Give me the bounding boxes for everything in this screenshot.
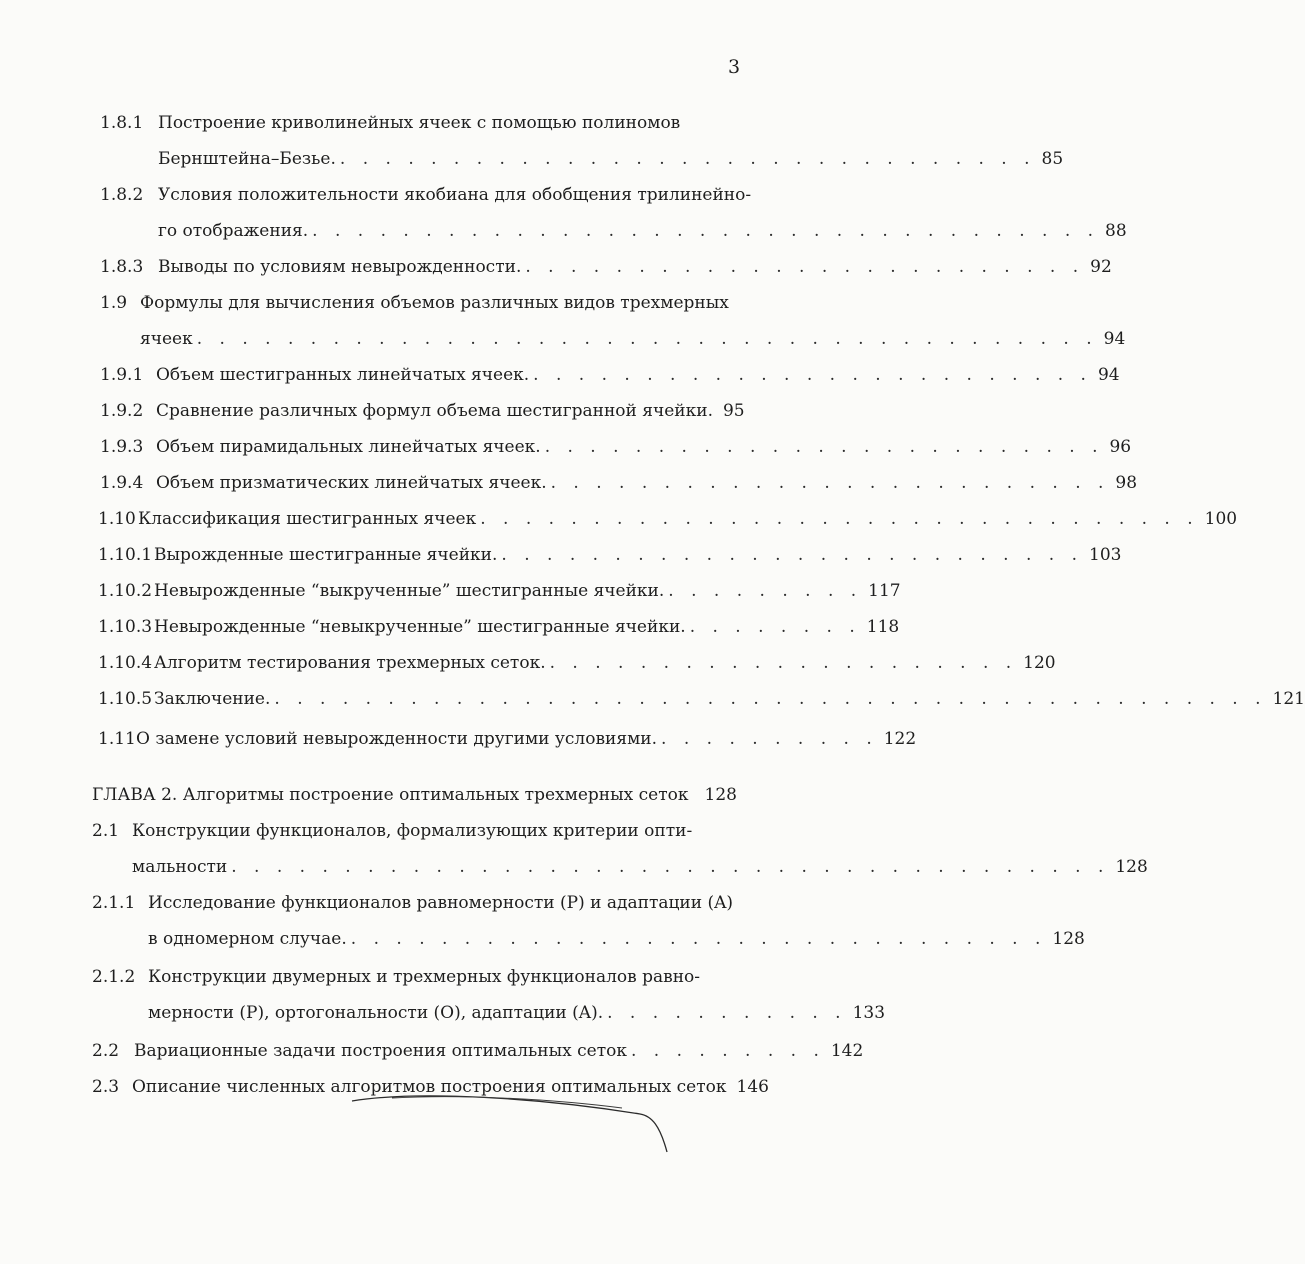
toc-number: 1.10.5: [98, 689, 153, 709]
toc-number: 1.9.4: [100, 473, 144, 493]
toc-page: 128: [1052, 929, 1085, 949]
toc-title-line: Невырожденные “выкрученные” шестигранные ячейки.: [154, 581, 665, 601]
toc-title-line: Бернштейна–Безье.: [158, 149, 336, 169]
toc-title-line: ячеек: [140, 329, 193, 349]
dot-leader: . . . . . . . . . . . . . . . . . . . . . . . . . . . . . . . . . . . . . . . .: [196, 329, 1098, 349]
toc-page: 103: [1089, 545, 1122, 565]
toc-title-line: Конструкции функционалов, формализующих критерии опти-: [132, 821, 693, 841]
toc-title-line: Описание численных алгоритмов построения оптимальных сеток: [132, 1077, 727, 1097]
toc-number: 1.8.1: [100, 113, 144, 133]
toc-title-line: О замене условий невырожденности другими условиями.: [136, 729, 658, 749]
toc-title-line: Формулы для вычисления объемов различных видов трехмерных: [140, 293, 729, 313]
toc-number: 2.1.2: [92, 967, 136, 987]
dot-leader: . . . . . . . . . . . . . . . . . . . . . . . . . . . . . . . . . . . . . . .: [231, 857, 1110, 877]
toc-page: 118: [866, 617, 900, 637]
dot-leader: . . . . . . . . . . . . . . . . . . . . .: [549, 653, 1018, 673]
toc-title-line: Условия положительности якобиана для обобщения трилинейно-: [158, 185, 752, 205]
toc-page: 120: [1023, 653, 1056, 673]
toc-page: 92: [1090, 257, 1112, 277]
toc-number: 1.10.2: [98, 581, 153, 601]
dot-leader: . . . . . . . . . . . . . . . . . . . . . . . . . . . . . . . . . . . . . . . . . . . .: [274, 689, 1267, 709]
dot-leader: . . . . . . . . . . . . . . . . . . . . . . . . .: [544, 437, 1104, 457]
toc-number: 1.10: [98, 509, 136, 529]
dot-leader: . . . . . . . . . . . . . . . . . . . . . . . . . . . . . . . .: [480, 509, 1199, 529]
toc-number: 1.9.3: [100, 437, 144, 457]
dot-leader: . . . . . . . . . . . . . . . . . . . . . . . . . .: [501, 545, 1083, 565]
toc-number: 2.3: [92, 1077, 120, 1097]
dot-leader: . . . . . . . . .: [630, 1041, 825, 1061]
toc-page: 88: [1105, 221, 1127, 241]
toc-title-line: Сравнение различных формул объема шестигранной ячейки.: [156, 401, 713, 421]
toc-number: 1.11: [98, 729, 136, 749]
toc-number: 1.9: [100, 293, 128, 313]
toc-number: 1.10.1: [98, 545, 153, 565]
toc-number: 1.10.3: [98, 617, 153, 637]
dot-leader: . . . . . . . . . . . . . . . . . . . . . . . . .: [533, 365, 1092, 385]
dot-leader: . . . . . . . . . . . . . . . . . . . . . . . . . . . . . . . . . . .: [312, 221, 1100, 241]
toc-title-line: Заключение.: [154, 689, 271, 709]
toc-number: 1.9.2: [100, 401, 144, 421]
page-number: 3: [728, 56, 741, 78]
toc-number: 1.8.2: [100, 185, 144, 205]
toc-number: 2.1: [92, 821, 120, 841]
dot-leader: . . . . . . . . . . . . . . . . . . . . . . . . . . . . . . .: [350, 929, 1047, 949]
toc-title-line: Построение криволинейных ячеек с помощью полиномов: [158, 113, 681, 133]
toc-page: 146: [736, 1077, 769, 1097]
toc-title-line: Исследование функционалов равномерности (P) и адаптации (A): [148, 893, 734, 913]
dot-leader: . . . . . . . . . .: [661, 729, 878, 749]
dot-leader: . . . . . . . .: [689, 617, 861, 637]
toc-page: 96: [1109, 437, 1132, 457]
toc-number: 1.8.3: [100, 257, 144, 277]
toc-title-line: Объем пирамидальных линейчатых ячеек.: [156, 437, 541, 457]
toc-page: 100: [1204, 509, 1238, 529]
toc-page: 117: [868, 581, 901, 601]
toc-page: 122: [883, 729, 917, 749]
toc-title-line: Выводы по условиям невырожденности.: [158, 257, 522, 277]
toc-title-line: Классификация шестигранных ячеек: [138, 509, 477, 529]
toc-title-line: го отображения.: [158, 221, 309, 241]
toc-title-line: Объем призматических линейчатых ячеек.: [156, 473, 547, 493]
toc-page: 94: [1097, 365, 1120, 385]
dot-leader: . . . . . . . . . . . . . . . . . . . . . . . . . . . . . . .: [339, 149, 1036, 169]
toc-number: 1.9.1: [100, 365, 144, 385]
toc-title-line: Алгоритм тестирования трехмерных сеток.: [154, 653, 546, 673]
toc-title-line: Конструкции двумерных и трехмерных функционалов равно-: [148, 967, 701, 987]
dot-leader: . . . . . . . . . . . . . . . . . . . . . . . . .: [525, 257, 1085, 277]
chapter-title: ГЛАВА 2. Алгоритмы построение оптимальных трехмерных сеток: [92, 785, 689, 805]
toc-page: 142: [830, 1041, 864, 1061]
toc-number: 2.1.1: [92, 893, 136, 913]
toc-page: 94: [1103, 329, 1126, 349]
toc-title-line: в одномерном случае.: [148, 929, 347, 949]
toc-page: 128: [1115, 857, 1148, 877]
toc-page: 85: [1041, 149, 1064, 169]
dot-leader: . . . . . . . . . . . . . . . . . . . . . . . . .: [550, 473, 1110, 493]
toc-number: 1.10.4: [98, 653, 153, 673]
toc-number: 2.2: [92, 1041, 120, 1061]
toc-page: 121: [1272, 689, 1305, 709]
dot-leader: . . . . . . . . . . .: [607, 1003, 847, 1023]
dot-leader: . . . . . . . . .: [668, 581, 863, 601]
chapter-page: 128: [704, 785, 737, 805]
toc-title-line: Объем шестигранных линейчатых ячеек.: [156, 365, 530, 385]
toc-title-line: мальности: [132, 857, 228, 877]
toc-title-line: Вариационные задачи построения оптимальных сеток: [134, 1041, 627, 1061]
toc-title-line: мерности (P), ортогональности (O), адаптации (A).: [148, 1003, 604, 1023]
toc-page: 133: [852, 1003, 886, 1023]
toc-page: 95: [722, 401, 745, 421]
toc-page: 98: [1115, 473, 1138, 493]
toc-title-line: Невырожденные “невыкрученные” шестигранные ячейки.: [154, 617, 686, 637]
toc-title-line: Вырожденные шестигранные ячейки.: [154, 545, 498, 565]
